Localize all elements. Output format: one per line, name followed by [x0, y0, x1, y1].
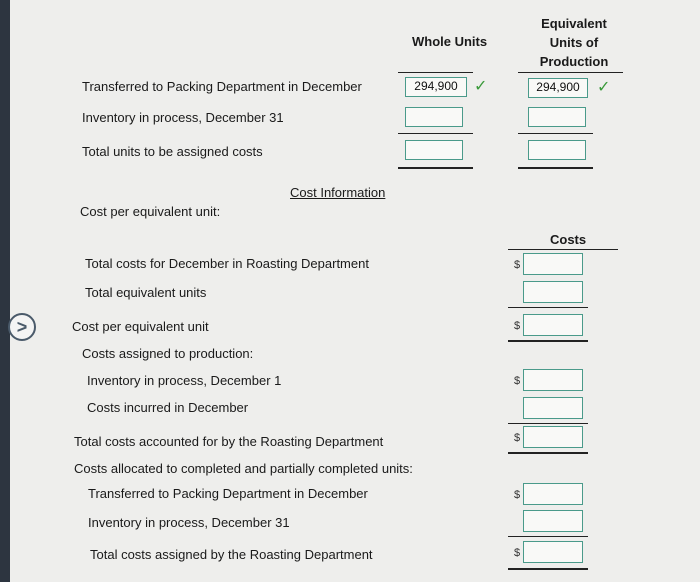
transferred-packing-label: Transferred to Packing Department in December: [88, 486, 368, 501]
units-inventory-label: Inventory in process, December 31: [82, 110, 284, 125]
inventory-dec31-label: Inventory in process, December 31: [88, 515, 290, 530]
costs-allocated-label: Costs allocated to completed and partially completed units:: [74, 461, 413, 476]
header-whole-units: Whole Units: [412, 34, 488, 49]
rule-equiv: [518, 133, 593, 134]
costs-underline: [508, 249, 618, 250]
left-strip: [0, 0, 10, 582]
total-equivalent-units-input[interactable]: [523, 281, 583, 303]
header-underline-equiv: [518, 72, 623, 73]
chevron-right-icon[interactable]: >: [8, 313, 36, 341]
total-costs-december-input[interactable]: [523, 253, 583, 275]
equiv-units-transferred-input[interactable]: 294,900: [528, 78, 588, 98]
costs-incurred-label: Costs incurred in December: [87, 400, 249, 415]
rule-whole: [398, 133, 473, 134]
costs-incurred-input[interactable]: [523, 397, 583, 419]
cost-per-equivalent-unit-label: Cost per equivalent unit: [72, 319, 209, 334]
dollar-sign: $: [514, 259, 521, 271]
dollar-sign: $: [514, 375, 521, 387]
inventory-dec1-cost-input[interactable]: [523, 369, 583, 391]
costs-assigned-label: Costs assigned to production:: [82, 346, 254, 361]
equiv-units-total-input[interactable]: [528, 140, 586, 160]
double-rule-whole: [398, 167, 473, 169]
rule-cost-per-unit: [508, 307, 588, 308]
whole-units-inventory-input[interactable]: [405, 107, 463, 127]
dollar-sign: $: [514, 432, 521, 444]
header-equivalent-line3: Production: [539, 54, 609, 69]
units-transferred-label: Transferred to Packing Department in December: [82, 79, 362, 94]
inventory-dec1-label: Inventory in process, December 1: [87, 373, 282, 388]
total-costs-accounted-input[interactable]: [523, 426, 583, 448]
units-total-label: Total units to be assigned costs: [82, 144, 263, 159]
equiv-units-inventory-input[interactable]: [528, 107, 586, 127]
inventory-dec31-cost-input[interactable]: [523, 510, 583, 532]
header-equivalent-line2: Units of: [549, 35, 599, 50]
double-rule-equiv: [518, 167, 593, 169]
header-underline-whole: [398, 72, 473, 73]
rule-total-assigned: [508, 536, 588, 537]
check-icon: ✓: [597, 79, 611, 96]
cost-per-eq-unit-heading: Cost per equivalent unit:: [80, 204, 221, 219]
dollar-sign: $: [514, 489, 521, 501]
dollar-sign: $: [514, 320, 521, 332]
double-rule-total-accounted: [508, 452, 588, 454]
total-costs-december-label: Total costs for December in Roasting Department: [85, 256, 369, 271]
total-costs-assigned-input[interactable]: [523, 541, 583, 563]
cost-per-equivalent-unit-input[interactable]: [523, 314, 583, 336]
header-costs: Costs: [550, 232, 587, 247]
double-rule-total-assigned: [508, 568, 588, 570]
check-icon: ✓: [474, 78, 488, 95]
total-costs-assigned-label: Total costs assigned by the Roasting Department: [90, 547, 373, 562]
total-equivalent-units-label: Total equivalent units: [85, 285, 207, 300]
dollar-sign: $: [514, 547, 521, 559]
total-costs-accounted-label: Total costs accounted for by the Roasting Department: [74, 434, 384, 449]
header-equivalent-line1: Equivalent: [541, 16, 607, 31]
transferred-packing-cost-input[interactable]: [523, 483, 583, 505]
double-rule-cost-per-unit: [508, 340, 588, 342]
whole-units-total-input[interactable]: [405, 140, 463, 160]
whole-units-transferred-input[interactable]: 294,900: [405, 77, 467, 97]
cost-information-heading: Cost Information: [290, 185, 386, 200]
rule-total-accounted: [508, 423, 588, 424]
